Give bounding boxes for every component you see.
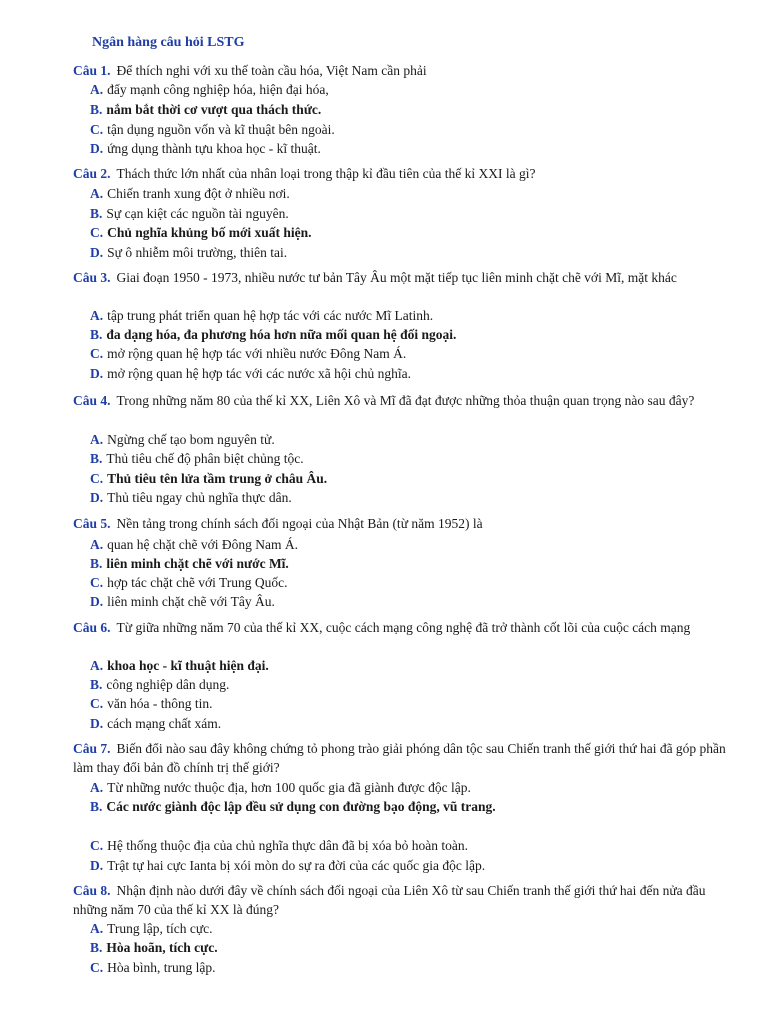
option-2d bbox=[90, 243, 740, 262]
option-text: tận dụng nguồn vốn và kĩ thuật bên ngoài. bbox=[107, 122, 335, 137]
option-text: Thủ tiêu tên lửa tầm trung ở châu Âu. bbox=[107, 471, 328, 486]
question-text: Từ giữa những năm 70 của thế kỉ XX, cuộc cách mạng công nghệ đã trở thành cốt lõi của cuộc cách mạng bbox=[116, 620, 691, 635]
option-text: Sự cạn kiệt các nguồn tài nguyên. bbox=[106, 206, 289, 221]
option-3a bbox=[90, 306, 740, 325]
option-3b bbox=[90, 325, 740, 344]
option-label: C. bbox=[90, 960, 104, 975]
option-label: A. bbox=[90, 186, 104, 201]
option-label: B. bbox=[90, 677, 103, 692]
question-number: Câu 6. bbox=[73, 620, 111, 635]
question-number: Câu 8. bbox=[73, 883, 111, 898]
option-5b bbox=[90, 554, 740, 573]
option-label: B. bbox=[90, 451, 103, 466]
option-text: đẩy mạnh công nghiệp hóa, hiện đại hóa, bbox=[107, 82, 329, 97]
option-text: Chiến tranh xung đột ở nhiều nơi. bbox=[107, 186, 290, 201]
option-text: liên minh chặt chẽ với nước Mĩ. bbox=[106, 556, 289, 571]
option-label: A. bbox=[90, 308, 104, 323]
question-number: Câu 2. bbox=[73, 166, 111, 181]
question-text: Để thích nghi với xu thế toàn cầu hóa, Việt Nam cần phải bbox=[116, 63, 427, 78]
option-label: C. bbox=[90, 575, 104, 590]
option-text: mở rộng quan hệ hợp tác với nhiều nước Đông Nam Á. bbox=[107, 346, 407, 361]
option-text: Thủ tiêu ngay chủ nghĩa thực dân. bbox=[107, 490, 292, 505]
question-text: Giai đoạn 1950 - 1973, nhiều nước tư bản Tây Âu một mặt tiếp tục liên minh chặt chẽ với Mĩ, mặt khác bbox=[116, 270, 677, 285]
option-label: B. bbox=[90, 102, 103, 117]
question-text: Trong những năm 80 của thế kỉ XX, Liên Xô và Mĩ đã đạt được những thỏa thuận quan trọng nào sau đây? bbox=[116, 393, 695, 408]
option-text: Ngừng chế tạo bom nguyên tử. bbox=[107, 432, 275, 447]
option-6a bbox=[90, 656, 740, 675]
question-number: Câu 1. bbox=[73, 63, 111, 78]
question-3 bbox=[73, 268, 743, 287]
option-text: Trật tự hai cực Ianta bị xói mòn do sự ra đời của các quốc gia độc lập. bbox=[107, 858, 486, 873]
option-4d bbox=[90, 488, 740, 507]
option-1a bbox=[90, 80, 740, 99]
option-text: tập trung phát triển quan hệ hợp tác với các nước Mĩ Latinh. bbox=[107, 308, 434, 323]
option-label: D. bbox=[90, 716, 104, 731]
option-7b bbox=[90, 797, 520, 816]
option-8b bbox=[90, 938, 740, 957]
option-text: Hòa hoãn, tích cực. bbox=[106, 940, 218, 955]
option-text: mở rộng quan hệ hợp tác với các nước xã hội chủ nghĩa. bbox=[107, 366, 412, 381]
option-5a bbox=[90, 535, 740, 554]
option-5c bbox=[90, 573, 740, 592]
option-1b bbox=[90, 100, 740, 119]
question-number: Câu 4. bbox=[73, 393, 111, 408]
option-6b bbox=[90, 675, 740, 694]
document-title: Ngân hàng câu hỏi LSTG bbox=[92, 35, 245, 50]
option-label: C. bbox=[90, 122, 104, 137]
question-7 bbox=[73, 739, 743, 777]
option-label: D. bbox=[90, 490, 104, 505]
option-1c bbox=[90, 120, 740, 139]
option-text: liên minh chặt chẽ với Tây Âu. bbox=[107, 594, 275, 609]
option-label: C. bbox=[90, 346, 104, 361]
option-2c bbox=[90, 223, 740, 242]
option-text: đa dạng hóa, đa phương hóa hơn nữa mối quan hệ đối ngoại. bbox=[106, 327, 457, 342]
option-8c bbox=[90, 958, 740, 977]
question-text: Biến đổi nào sau đây không chứng tỏ phong trào giải phóng dân tộc sau Chiến tranh thế giới thứ hai đã góp phần làm thay đổi bản đồ chính trị thế giới? bbox=[73, 741, 726, 775]
option-label: C. bbox=[90, 838, 104, 853]
option-6d bbox=[90, 714, 740, 733]
option-6c bbox=[90, 694, 740, 713]
option-label: D. bbox=[90, 366, 104, 381]
option-3d bbox=[90, 364, 740, 383]
question-number: Câu 5. bbox=[73, 516, 111, 531]
question-8 bbox=[73, 881, 743, 919]
option-label: A. bbox=[90, 82, 104, 97]
option-3c bbox=[90, 344, 740, 363]
option-text: nắm bắt thời cơ vượt qua thách thức. bbox=[106, 102, 322, 117]
option-text: Hòa bình, trung lập. bbox=[107, 960, 216, 975]
option-text: công nghiệp dân dụng. bbox=[106, 677, 230, 692]
option-label: A. bbox=[90, 537, 104, 552]
option-4c bbox=[90, 469, 740, 488]
option-text: ứng dụng thành tựu khoa học - kĩ thuật. bbox=[107, 141, 321, 156]
option-label: D. bbox=[90, 594, 104, 609]
option-8a bbox=[90, 919, 740, 938]
question-2 bbox=[73, 164, 743, 183]
option-label: B. bbox=[90, 327, 103, 342]
option-label: D. bbox=[90, 141, 104, 156]
option-label: C. bbox=[90, 225, 104, 240]
option-text: Sự ô nhiễm môi trường, thiên tai. bbox=[107, 245, 288, 260]
option-label: B. bbox=[90, 556, 103, 571]
option-text: cách mạng chất xám. bbox=[107, 716, 222, 731]
option-7d bbox=[90, 856, 740, 875]
option-2b bbox=[90, 204, 740, 223]
option-4a bbox=[90, 430, 740, 449]
question-number: Câu 3. bbox=[73, 270, 111, 285]
option-7a bbox=[90, 778, 740, 797]
option-1d bbox=[90, 139, 740, 158]
question-text: Nền tảng trong chính sách đối ngoại của Nhật Bản (từ năm 1952) là bbox=[116, 516, 483, 531]
option-4b bbox=[90, 449, 740, 468]
option-label: D. bbox=[90, 245, 104, 260]
option-label: C. bbox=[90, 696, 104, 711]
question-4 bbox=[73, 391, 743, 410]
option-text: Trung lập, tích cực. bbox=[107, 921, 213, 936]
option-text: Chủ nghĩa khủng bố mới xuất hiện. bbox=[107, 225, 312, 240]
option-text: Thủ tiêu chế độ phân biệt chủng tộc. bbox=[106, 451, 304, 466]
option-text: khoa học - kĩ thuật hiện đại. bbox=[107, 658, 269, 673]
question-number: Câu 7. bbox=[73, 741, 111, 756]
option-label: B. bbox=[90, 206, 103, 221]
question-6 bbox=[73, 618, 743, 637]
option-label: A. bbox=[90, 921, 104, 936]
question-1 bbox=[73, 61, 743, 80]
option-7c bbox=[90, 836, 740, 855]
question-5 bbox=[73, 514, 743, 533]
option-label: D. bbox=[90, 858, 104, 873]
option-text: quan hệ chặt chẽ với Đông Nam Á. bbox=[107, 537, 298, 552]
option-label: B. bbox=[90, 940, 103, 955]
option-label: C. bbox=[90, 471, 104, 486]
option-text: hợp tác chặt chẽ với Trung Quốc. bbox=[107, 575, 288, 590]
question-text: Nhận định nào dưới đây về chính sách đối ngoại của Liên Xô từ sau Chiến tranh thế giới thứ hai đến nửa đầu những năm 70 của thế kỉ XX là đúng? bbox=[73, 883, 706, 917]
option-label: A. bbox=[90, 658, 104, 673]
option-label: B. bbox=[90, 799, 103, 814]
option-text: Các nước giành độc lập đều sử dụng con đường bạo động, vũ trang. bbox=[106, 799, 496, 814]
option-label: A. bbox=[90, 432, 104, 447]
option-label: A. bbox=[90, 780, 104, 795]
option-text: Hệ thống thuộc địa của chủ nghĩa thực dân đã bị xóa bỏ hoàn toàn. bbox=[107, 838, 468, 853]
option-2a bbox=[90, 184, 740, 203]
option-text: Từ những nước thuộc địa, hơn 100 quốc gia đã giành được độc lập. bbox=[107, 780, 471, 795]
option-text: văn hóa - thông tin. bbox=[107, 696, 213, 711]
option-5d bbox=[90, 592, 740, 611]
question-text: Thách thức lớn nhất của nhân loại trong thập kỉ đầu tiên của thế kỉ XXI là gì? bbox=[116, 166, 536, 181]
